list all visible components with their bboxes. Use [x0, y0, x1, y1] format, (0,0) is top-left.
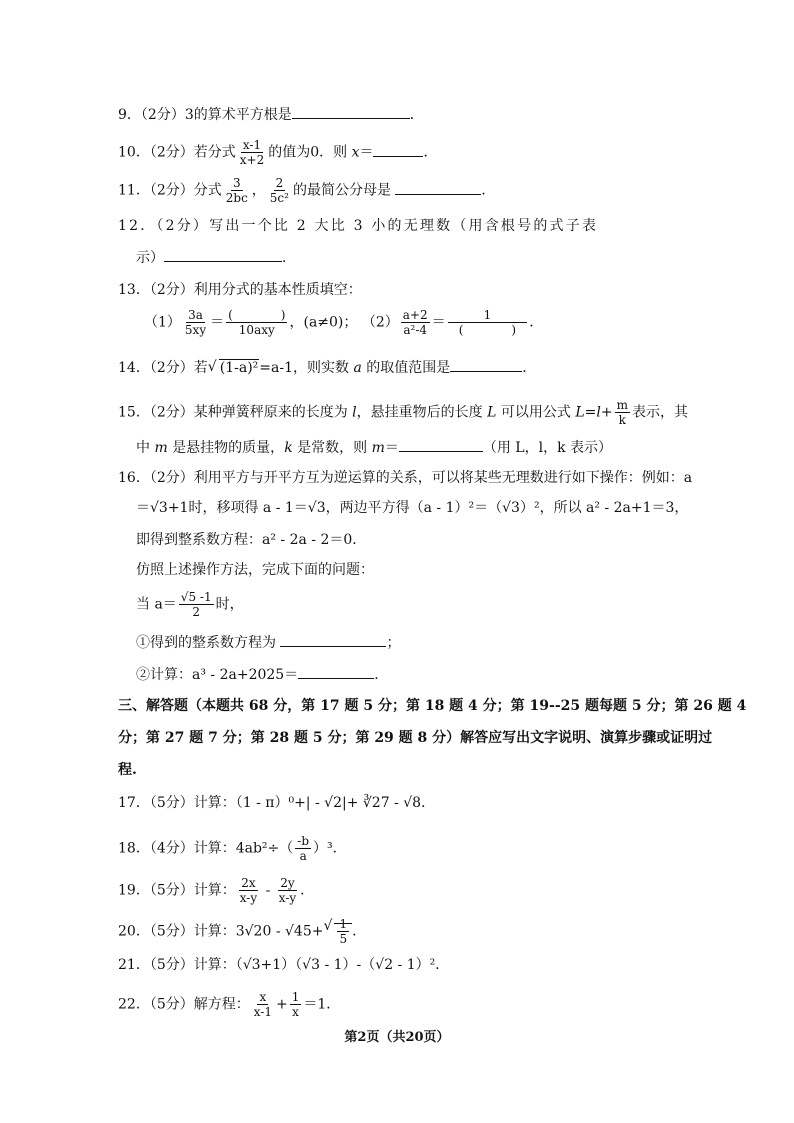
question-14: 14．（2分）若√ (1-a)²=a-1，则实数 a 的取值范围是 ．: [118, 357, 536, 378]
question-21: 21．（5分）计算：（√3+1）（√3 - 1）-（√2 - 1）²．: [118, 957, 450, 973]
question-18: 18．（4分）计算：4ab²÷（ $\frac{-b}{a}$ ）³．: [118, 834, 347, 863]
answer-blank: [450, 357, 522, 372]
question-11: 11．（2分）分式 $\frac{3}{2bc}$ ， $\frac{2}{\text{5c²}}$ 的最简公分母是 ．: [118, 176, 496, 205]
question-12-line-2: 示） ．: [136, 247, 296, 268]
question-16-line-3: 即得到整系数方程：a² - 2a - 2＝0．: [136, 532, 367, 548]
page-footer: 第2页（共20页）: [344, 1030, 450, 1045]
question-16-line-4: 仿照上述操作方法，完成下面的问题：: [136, 562, 374, 578]
question-19: 19．（5分）计算： $\frac{2x}{x-y}$ - $\frac{2y}{x-y}$ ．: [118, 876, 315, 905]
question-20: 20．（5分）计算：3√20 - √45+ √ $\frac{1}{5}$ ．: [118, 917, 366, 946]
question-13-line-2: （1） $\frac{3a}{5xy}$ ＝ $\frac{( )}{\text{10axy}}$ ，(a≠0)； （2） $\frac{a+2}{\text{a²-4}}$ ＝ $\frac{1}{( )}$ ．: [144, 308, 544, 337]
answer-blank: [280, 632, 386, 647]
question-22: 22．（5分）解方程： $\frac{x}{x-1}$ + $\frac{1}{x}$ ＝1．: [118, 990, 341, 1019]
answer-blank: [164, 247, 282, 262]
question-16-line-1: 16．（2分）利用平方与开平方互为逆运算的关系，可以将某些无理数进行如下操作：例如：a: [118, 470, 693, 486]
question-16-line-6: ①得到的整系数方程为 ；: [136, 632, 400, 653]
question-17: 17．（5分）计算：（1 - π）⁰+| - √2|+ ∛27 - √8．: [118, 795, 436, 811]
question-16-line-2: ＝√3+1时，移项得 a - 1＝√3，两边平方得（a - 1）²＝（√3）²，所以 a² - 2a+1＝3，: [136, 500, 689, 516]
question-15-line-1: 15．（2分）某种弹簧秤原来的长度为 l，悬挂重物后的长度 L 可以用公式 L=l+ $\frac{m}{k}$ 表示，其: [118, 398, 688, 427]
question-9: 9．（2分）3的算术平方根是 ．: [118, 104, 424, 125]
answer-blank: [298, 664, 374, 679]
question-15-line-2: 中 m 是悬挂物的质量，k 是常数，则 m＝ （用 L，l，k 表示）: [136, 437, 612, 458]
answer-blank: [292, 104, 410, 119]
question-16-line-7: ②计算：a³ - 2a+2025＝ ．: [136, 664, 388, 685]
question-13-line-1: 13．（2分）利用分式的基本性质填空：: [118, 282, 362, 298]
question-10: 10．（2分）若分式 $\frac{x-1}{x+2}$ 的值为0．则 x＝ ．: [118, 138, 438, 167]
answer-blank: [399, 437, 483, 452]
section-3-header-line-3: 程.: [118, 762, 137, 778]
section-3-header-line-2: 分；第 27 题 7 分；第 28 题 5 分；第 29 题 8 分）解答应写出文字说明、演算步骤或证明过: [118, 730, 713, 746]
question-16-line-5: 当 a＝ $\frac{√5 -1}{2}$ 时，: [136, 590, 244, 619]
answer-blank: [395, 180, 481, 195]
section-3-header-line-1: 三、解答题（本题共 68 分，第 17 题 5 分；第 18 题 4 分；第 19--25 题每题 5 分；第 26 题 4: [118, 698, 747, 714]
question-12-line-1: 12．（2分）写出一个比 2 大比 3 小的无理数（用含根号的式子表: [118, 218, 599, 234]
answer-blank: [373, 142, 423, 157]
